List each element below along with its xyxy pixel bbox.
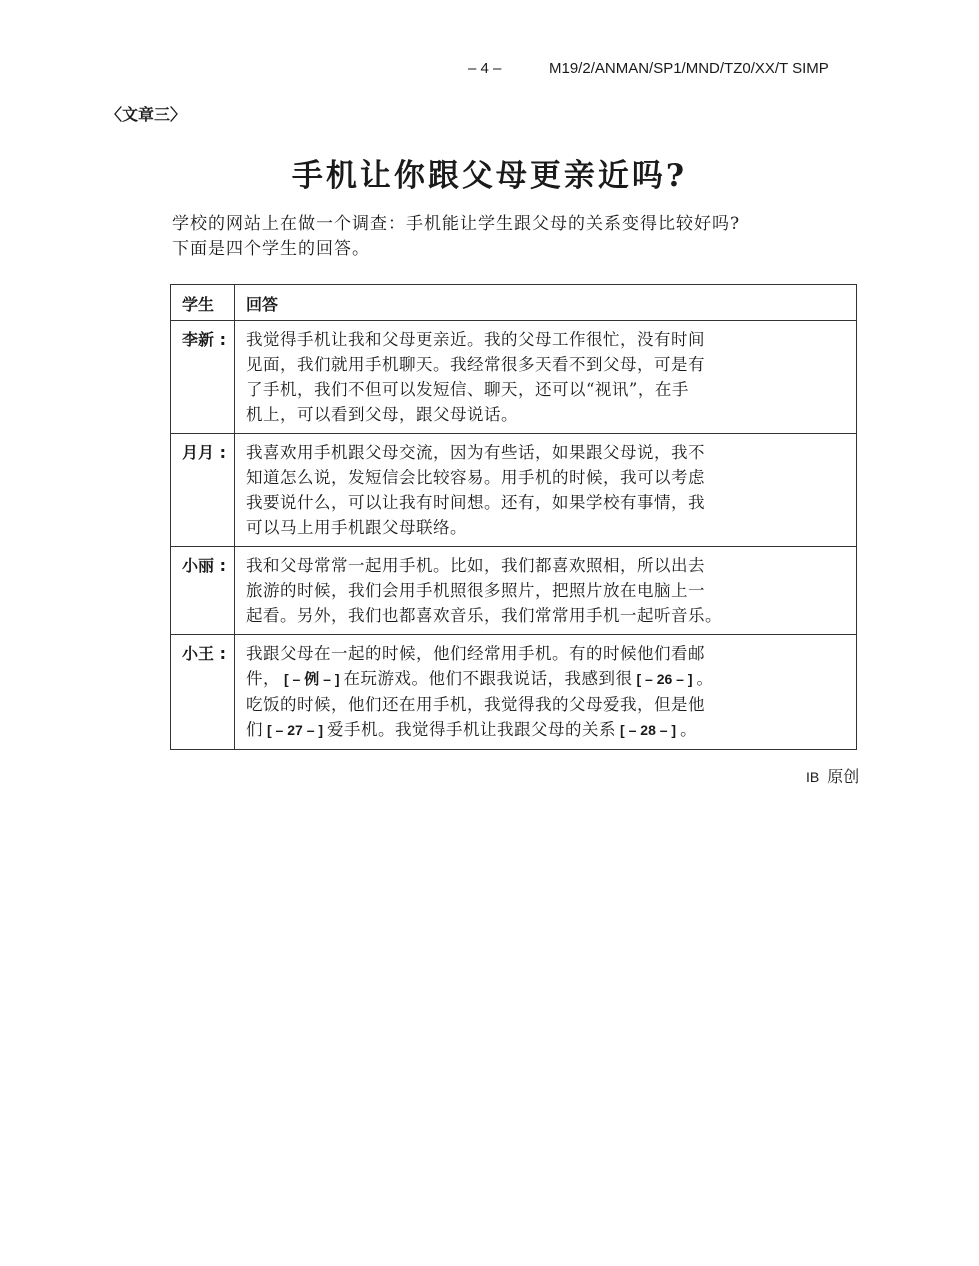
- page-number: – 4 –: [468, 60, 502, 77]
- student-answer: [235, 547, 857, 635]
- section-label: 〈文章三〉: [106, 105, 187, 124]
- answer-line: 我跟父母在一起的时候，他们经常用手机。有的时候他们看邮: [246, 644, 705, 663]
- answer-line: 了手机，我们不但可以发短信、聊天，还可以“视讯”，在手: [246, 380, 689, 399]
- article-title: 手机让你跟父母更亲近吗?: [291, 158, 688, 194]
- gap-example: [ – 例 – ]: [284, 670, 340, 688]
- answer-line: 可以马上用手机跟父母联络。: [246, 518, 467, 537]
- answer-text: 。: [696, 669, 714, 688]
- gap-number: 27: [287, 722, 303, 738]
- answer-line: 我喜欢用手机跟父母交流，因为有些话，如果跟父母说，我不: [246, 443, 705, 462]
- student-name: 小王 :: [171, 635, 235, 750]
- answer-line: 我觉得手机让我和父母更亲近。我的父母工作很忙，没有时间: [246, 330, 705, 349]
- header-student: 学生: [171, 285, 235, 321]
- source-label: 原创: [827, 767, 860, 786]
- answer-text: 件，: [246, 669, 280, 688]
- student-name: 李新 :: [171, 321, 235, 434]
- answers-table: [170, 284, 857, 750]
- table-row: [171, 321, 857, 434]
- table-row: [171, 434, 857, 547]
- answer-text: 们: [246, 720, 263, 739]
- answer-text: 爱手机。我觉得手机让我跟父母的关系: [327, 720, 617, 739]
- header-answer: 回答: [235, 285, 857, 321]
- answer-text: 在玩游戏。他们不跟我说话，我感到很: [343, 669, 633, 688]
- gap-example-label: 例: [304, 670, 320, 688]
- gap-27: [ – 27 – ]: [267, 722, 324, 738]
- intro-line: 下面是四个学生的回答。: [172, 239, 370, 259]
- gap-26: [ – 26 – ]: [636, 671, 693, 687]
- page-header: [0, 60, 979, 82]
- source-credit: [806, 764, 859, 787]
- gap-number: 28: [640, 722, 656, 738]
- answer-line: 吃饭的时候，他们还在用手机，我觉得我的父母爱我，但是他: [246, 695, 705, 714]
- table-header-row: [171, 285, 857, 321]
- answer-line: 见面，我们就用手机聊天。我经常很多天看不到父母，可是有: [246, 355, 705, 374]
- gap-number: 26: [656, 671, 673, 687]
- answer-line: 旅游的时候，我们会用手机照很多照片，把照片放在电脑上一: [246, 581, 705, 600]
- student-name: 小丽 :: [171, 547, 235, 635]
- table-row: [171, 547, 857, 635]
- source-org: IB: [806, 769, 820, 785]
- intro-line: 学校的网站上在做一个调查：手机能让学生跟父母的关系变得比较好吗?: [172, 214, 741, 234]
- student-answer: [235, 635, 857, 750]
- document-code: M19/2/ANMAN/SP1/MND/TZ0/XX/T SIMP: [549, 60, 829, 77]
- table-row: [171, 635, 857, 750]
- student-answer: [235, 434, 857, 547]
- answer-line: 知道怎么说，发短信会比较容易。用手机的时候，我可以考虑: [246, 468, 705, 487]
- answer-text: 。: [680, 720, 698, 739]
- student-answer: [235, 321, 857, 434]
- answer-line: [246, 666, 848, 692]
- student-name: 月月 :: [171, 434, 235, 547]
- answer-line: [246, 717, 848, 743]
- intro-paragraph: [172, 212, 852, 262]
- answer-line: 起看。另外，我们也都喜欢音乐，我们常常用手机一起听音乐。: [246, 606, 722, 625]
- answer-line: 机上，可以看到父母，跟父母说话。: [246, 405, 518, 424]
- answer-line: 我要说什么，可以让我有时间想。还有，如果学校有事情，我: [246, 493, 705, 512]
- answer-line: 我和父母常常一起用手机。比如，我们都喜欢照相，所以出去: [246, 556, 705, 575]
- gap-28: [ – 28 – ]: [620, 722, 677, 738]
